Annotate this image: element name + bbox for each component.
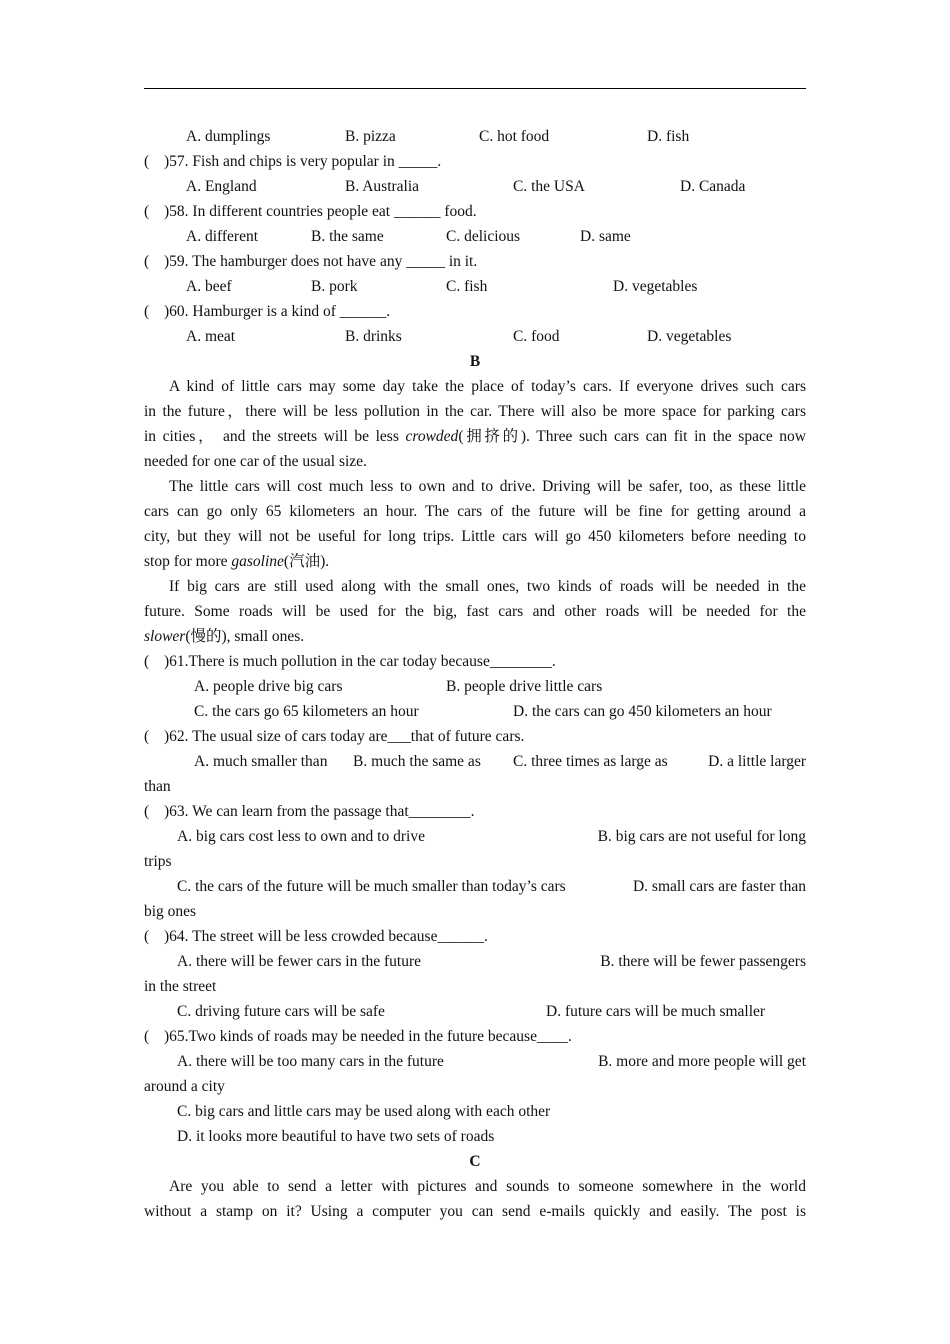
word-slower: slower <box>144 628 186 645</box>
q65-option-c[interactable]: C. big cars and little cars may be used along with each other <box>177 1103 551 1120</box>
q64-option-d[interactable]: D. future cars will be much smaller <box>546 1003 766 1020</box>
header-rule <box>144 88 806 89</box>
question-59: ( )59. The hamburger does not have any _____ in it. <box>144 253 478 270</box>
passage-b-p2-line1: The little cars will cost much less to own and to drive. Driving will be safer, too, as these little <box>169 478 806 495</box>
passage-b-p3-line1: If big cars are still used along with the small ones, two kinds of roads will be needed in the <box>169 578 806 595</box>
question-57-stem: )57. Fish and chips is very popular in _____. <box>164 153 442 170</box>
question-60: ( )60. Hamburger is a kind of ______. <box>144 303 391 320</box>
question-64-stem: )64. The street will be less crowded because______. <box>164 928 488 945</box>
q64-option-b[interactable]: B. there will be fewer passengers <box>600 953 806 970</box>
question-59-stem: )59. The hamburger does not have any _____ in it. <box>164 253 478 270</box>
q65-option-b[interactable]: B. more and more people will get <box>598 1053 806 1070</box>
q57-option-c[interactable]: C. the USA <box>513 178 585 195</box>
passage-b-p2-line3: city, but they will not be useful for long trips. Little cars will go 450 kilometers before needing to <box>144 528 806 545</box>
q56-option-a[interactable]: A. dumplings <box>186 128 271 145</box>
passage-b-p3-line2: future. Some roads will be used for the big, fast cars and other roads will be needed for the <box>144 603 806 620</box>
passage-b-p2-line2: cars can go only 65 kilometers an hour. The cars of the future will be fine for getting around a <box>144 503 806 520</box>
q63-option-b-wrap: trips <box>144 853 172 870</box>
passage-b-p2-line4: stop for more gasoline(汽油). <box>144 553 330 570</box>
question-65: ( )65.Two kinds of roads may be needed in the future because____. <box>144 1028 572 1045</box>
question-65-stem: )65.Two kinds of roads may be needed in the future because____. <box>164 1028 572 1045</box>
q58-option-b[interactable]: B. the same <box>311 228 384 245</box>
q63-option-b[interactable]: B. big cars are not useful for long <box>597 828 806 845</box>
q64-option-b-wrap: in the street <box>144 978 217 995</box>
passage-b-p3-line3: slower(慢的), small ones. <box>144 628 305 645</box>
q58-option-d[interactable]: D. same <box>580 228 631 245</box>
q62-option-a[interactable]: A. much smaller than <box>194 753 328 770</box>
word-gasoline: gasoline <box>231 553 284 570</box>
question-63-stem: )63. We can learn from the passage that________. <box>164 803 475 820</box>
q59-option-c[interactable]: C. fish <box>446 278 488 295</box>
q60-option-a[interactable]: A. meat <box>186 328 236 345</box>
passage-b-p1-line4: needed for one car of the usual size. <box>144 453 367 470</box>
q61-option-d[interactable]: D. the cars can go 450 kilometers an hour <box>513 703 772 720</box>
q56-option-c[interactable]: C. hot food <box>479 128 550 145</box>
q64-option-c[interactable]: C. driving future cars will be safe <box>177 1003 385 1020</box>
q57-option-b[interactable]: B. Australia <box>345 178 420 195</box>
q62-option-b[interactable]: B. much the same as <box>353 753 481 770</box>
q59-option-a[interactable]: A. beef <box>186 278 232 295</box>
q63-option-d[interactable]: D. small cars are faster than <box>632 878 806 895</box>
q56-option-b[interactable]: B. pizza <box>345 128 396 145</box>
q56-option-d[interactable]: D. fish <box>647 128 690 145</box>
question-64: ( )64. The street will be less crowded because______. <box>144 928 488 945</box>
q57-option-d[interactable]: D. Canada <box>680 178 746 195</box>
q59-option-d[interactable]: D. vegetables <box>613 278 698 295</box>
question-63: ( )63. We can learn from the passage that________. <box>144 803 475 820</box>
q62-option-c[interactable]: C. three times as large as <box>513 753 668 770</box>
question-61: ( )61.There is much pollution in the car today because________. <box>144 653 556 670</box>
q59-option-b[interactable]: B. pork <box>311 278 358 295</box>
word-crowded: crowded <box>405 428 459 445</box>
question-62-stem: )62. The usual size of cars today are___that of future cars. <box>164 728 525 745</box>
q57-option-a[interactable]: A. England <box>186 178 257 195</box>
question-58-stem: )58. In different countries people eat ______ food. <box>164 203 477 220</box>
q63-option-d-wrap: big ones <box>144 903 197 920</box>
q58-option-c[interactable]: C. delicious <box>446 228 521 245</box>
section-c-heading: C <box>469 1153 481 1170</box>
q61-option-c[interactable]: C. the cars go 65 kilometers an hour <box>194 703 419 720</box>
question-62: ( )62. The usual size of cars today are___that of future cars. <box>144 728 525 745</box>
section-b-heading: B <box>469 353 481 370</box>
passage-b-p1-line1: A kind of little cars may some day take the place of today’s cars. If everyone drives such cars <box>169 378 806 395</box>
q65-option-b-wrap: around a city <box>144 1078 225 1095</box>
question-61-stem: )61.There is much pollution in the car today because________. <box>164 653 556 670</box>
q65-option-d[interactable]: D. it looks more beautiful to have two sets of roads <box>177 1128 495 1145</box>
question-57: ( )57. Fish and chips is very popular in _____. <box>144 153 442 170</box>
passage-c-line2: without a stamp on it? Using a computer you can send e-mails quickly and easily. The post is <box>144 1203 806 1220</box>
question-60-stem: )60. Hamburger is a kind of ______. <box>164 303 391 320</box>
passage-b-p1-line2: in the future，there will be less pollution in the car. There will also be more space for parking cars <box>144 403 806 420</box>
q58-option-a[interactable]: A. different <box>186 228 259 245</box>
q62-option-d[interactable]: D. a little larger <box>708 753 806 770</box>
q61-option-a[interactable]: A. people drive big cars <box>194 678 343 695</box>
passage-b-p1-line3: in cities， and the streets will be less crowded(拥挤的). Three such cars can fit in the space now <box>144 428 807 445</box>
q60-option-d[interactable]: D. vegetables <box>647 328 732 345</box>
q63-option-c[interactable]: C. the cars of the future will be much smaller than today’s cars <box>177 878 566 895</box>
question-58: ( )58. In different countries people eat ______ food. <box>144 203 477 220</box>
q60-option-c[interactable]: C. food <box>513 328 560 345</box>
q63-option-a[interactable]: A. big cars cost less to own and to drive <box>177 828 425 845</box>
q61-option-b[interactable]: B. people drive little cars <box>446 678 603 695</box>
q60-option-b[interactable]: B. drinks <box>345 328 402 345</box>
passage-c-line1: Are you able to send a letter with pictures and sounds to someone somewhere in the world <box>169 1178 806 1195</box>
q64-option-a[interactable]: A. there will be fewer cars in the future <box>177 953 422 970</box>
q62-option-d-wrap: than <box>144 778 171 795</box>
q65-option-a[interactable]: A. there will be too many cars in the future <box>177 1053 444 1070</box>
